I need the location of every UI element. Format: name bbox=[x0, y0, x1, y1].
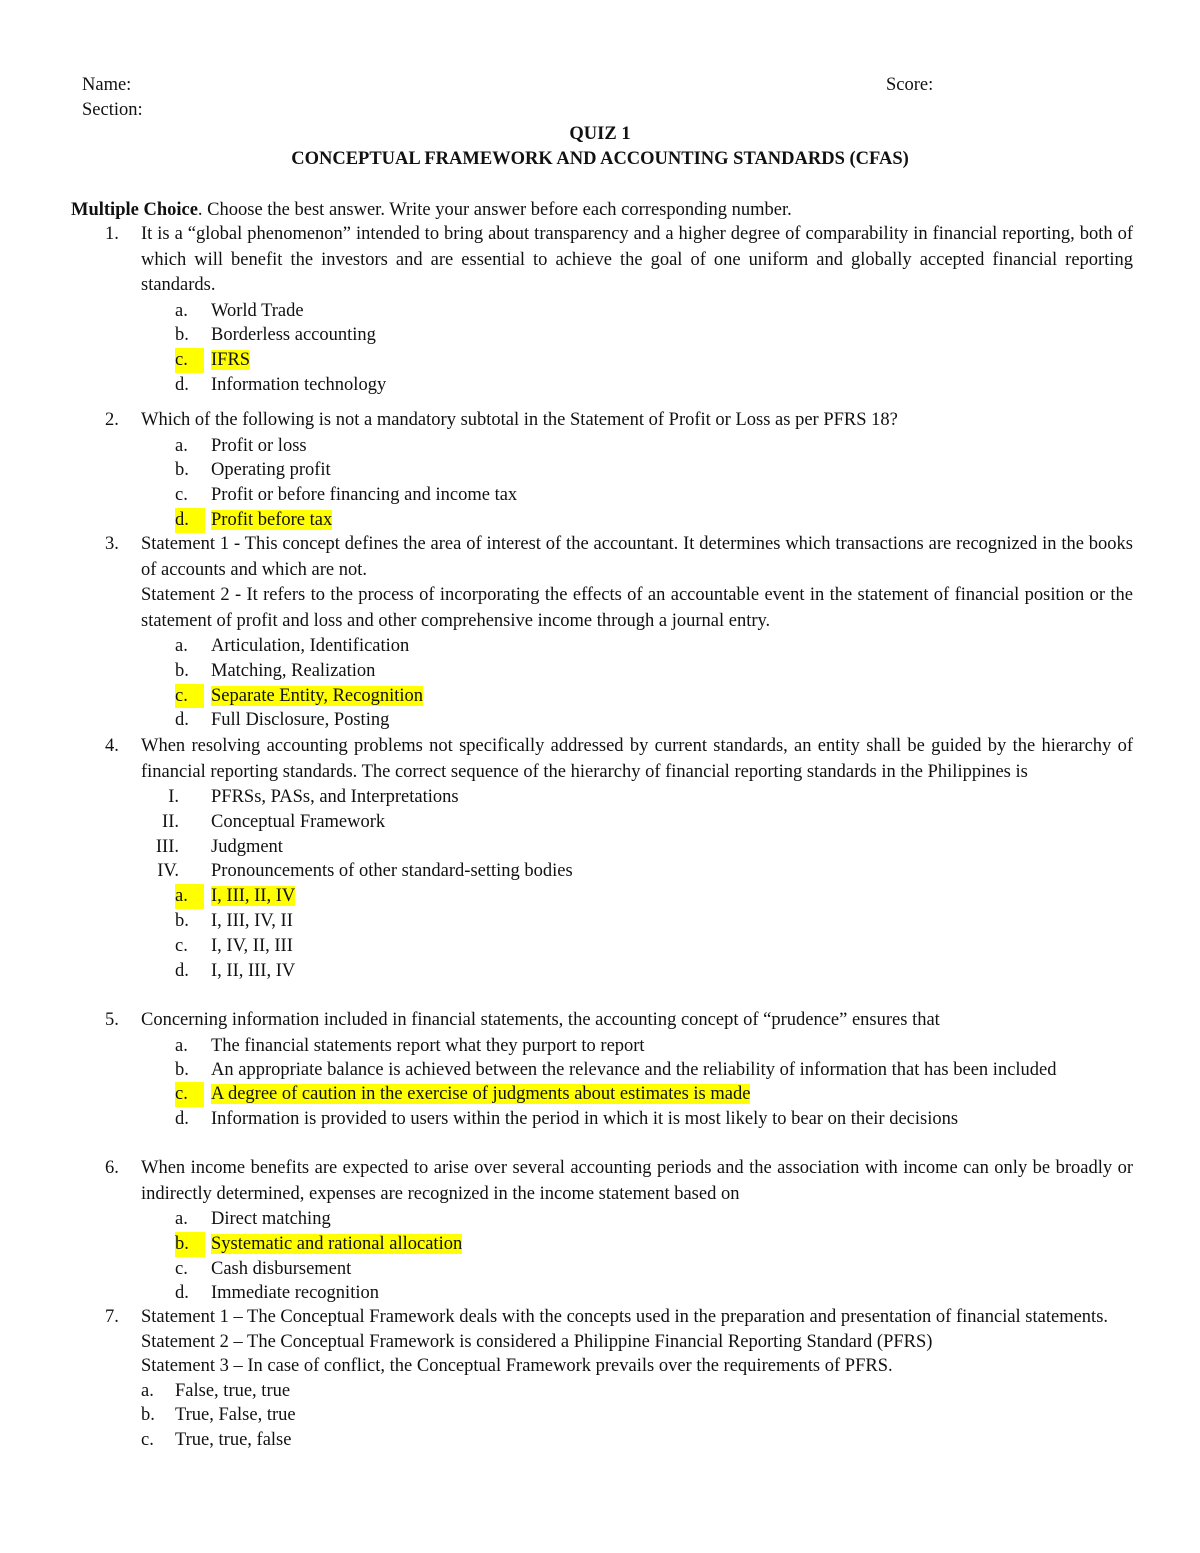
roman-item-ii bbox=[105, 810, 1133, 835]
option-letter: c. bbox=[175, 935, 188, 956]
question-7 bbox=[105, 1305, 1133, 1453]
roman-text: Pronouncements of other standard-setting bodies bbox=[211, 861, 573, 882]
option-letter: b. bbox=[175, 1232, 205, 1257]
roman-numeral: I. bbox=[168, 787, 179, 807]
option-letter: d. bbox=[175, 1109, 189, 1130]
question-text-statement-3: Statement 3 – In case of conflict, the Conceptual Framework prevails over the requirements of PFRS. bbox=[141, 1356, 893, 1376]
roman-text: Conceptual Framework bbox=[211, 811, 386, 832]
option-text: Borderless accounting bbox=[211, 325, 376, 346]
option-letter: b. bbox=[175, 660, 189, 681]
option-letter: b. bbox=[175, 1060, 189, 1081]
question-text: Which of the following is not a mandatory subtotal in the Statement of Profit or Loss as per PFRS 18? bbox=[141, 410, 898, 430]
quiz-title: QUIZ 1 bbox=[569, 124, 631, 144]
option-text: An appropriate balance is achieved between the relevance and the reliability of information that has been included bbox=[211, 1060, 1057, 1081]
option-text: Articulation, Identification bbox=[211, 636, 410, 656]
question-2 bbox=[105, 408, 1133, 533]
option-text-highlighted: Separate Entity, Recognition bbox=[211, 685, 424, 706]
question-3 bbox=[105, 532, 1133, 733]
option-b bbox=[105, 909, 1133, 934]
option-d bbox=[105, 708, 1133, 733]
option-letter: c. bbox=[175, 348, 204, 373]
option-text-highlighted: I, III, II, IV bbox=[211, 886, 296, 907]
option-text: I, II, III, IV bbox=[211, 960, 296, 981]
option-b bbox=[105, 458, 1133, 483]
option-text: Matching, Realization bbox=[211, 660, 376, 681]
option-letter: b. bbox=[175, 460, 189, 481]
quiz-subtitle: CONCEPTUAL FRAMEWORK AND ACCOUNTING STANDARDS (CFAS) bbox=[291, 149, 909, 169]
option-letter: b. bbox=[141, 1405, 155, 1426]
option-b-answer bbox=[105, 1232, 1133, 1257]
instructions bbox=[71, 198, 792, 222]
option-b bbox=[105, 1403, 1133, 1428]
option-text-highlighted: IFRS bbox=[211, 350, 251, 371]
question-number: 6. bbox=[105, 1158, 119, 1178]
option-d-answer bbox=[105, 508, 1133, 533]
option-letter: c. bbox=[175, 684, 204, 709]
option-d bbox=[105, 959, 1133, 984]
question-number: 5. bbox=[105, 1010, 119, 1030]
question-text-statement-2: Statement 2 – The Conceptual Framework is considered a Philippine Financial Reporting Standard (PFRS) bbox=[141, 1331, 933, 1352]
option-text: True, true, false bbox=[175, 1430, 292, 1451]
roman-numeral: II. bbox=[162, 811, 179, 832]
option-letter: a. bbox=[175, 884, 204, 909]
option-letter: d. bbox=[175, 960, 189, 981]
question-5 bbox=[105, 1008, 1133, 1132]
option-c-answer bbox=[105, 684, 1133, 709]
option-letter: a. bbox=[175, 1035, 188, 1056]
option-letter: a. bbox=[175, 636, 188, 656]
option-letter: a. bbox=[175, 435, 188, 456]
option-c bbox=[105, 483, 1133, 508]
option-letter: c. bbox=[175, 485, 188, 506]
roman-text: Judgment bbox=[211, 836, 283, 857]
roman-numeral: III. bbox=[155, 836, 179, 857]
option-text: Cash disbursement bbox=[211, 1258, 352, 1279]
option-text: Information is provided to users within the period in which it is most likely to bear on their decisions bbox=[211, 1109, 959, 1130]
instructions-text: . Choose the best answer. Write your answer before each corresponding number. bbox=[197, 200, 792, 220]
question-text: When resolving accounting problems not specifically addressed by current standards, an entity shall be guided by the hierarchy of financial reporting standards. The correct sequence of the hierarchy of financial reporting standards in the Philippines is bbox=[141, 736, 1133, 782]
option-a bbox=[105, 299, 1133, 324]
question-text: Statement 1 – The Conceptual Framework deals with the concepts used in the preparation and presentation of financial statements. bbox=[141, 1307, 1109, 1327]
question-text: It is a “global phenomenon” intended to bring about transparency and a higher degree of comparability in financial reporting, both of which will benefit the investors and are essential to achieve the goal of one uniform and globally accepted financial reporting standards. bbox=[141, 224, 1133, 295]
option-b bbox=[105, 323, 1133, 348]
option-letter: d. bbox=[175, 710, 189, 731]
option-letter: d. bbox=[175, 508, 205, 533]
option-a bbox=[105, 1207, 1133, 1232]
option-text: Profit or loss bbox=[211, 435, 307, 456]
roman-item-i bbox=[105, 785, 1133, 810]
option-text-highlighted: Systematic and rational allocation bbox=[211, 1233, 463, 1254]
option-letter: a. bbox=[175, 300, 188, 321]
option-text: True, False, true bbox=[175, 1405, 296, 1426]
option-text: Information technology bbox=[211, 374, 387, 395]
roman-text: PFRSs, PASs, and Interpretations bbox=[211, 787, 459, 807]
option-a bbox=[105, 1034, 1133, 1059]
option-text: Operating profit bbox=[211, 460, 331, 481]
question-6 bbox=[105, 1156, 1133, 1306]
instructions-heading: Multiple Choice bbox=[71, 200, 198, 220]
roman-numeral: IV. bbox=[157, 861, 179, 882]
option-c bbox=[105, 934, 1133, 959]
option-letter: d. bbox=[175, 1283, 189, 1304]
question-number: 1. bbox=[105, 224, 119, 244]
option-letter: b. bbox=[175, 910, 189, 931]
option-letter: d. bbox=[175, 374, 189, 395]
roman-item-iv bbox=[105, 859, 1133, 884]
question-1 bbox=[105, 222, 1133, 398]
option-text: World Trade bbox=[211, 300, 304, 321]
option-text: Direct matching bbox=[211, 1209, 331, 1229]
option-a-answer bbox=[105, 884, 1133, 909]
option-c bbox=[105, 1257, 1133, 1282]
name-label: Name: bbox=[82, 75, 132, 95]
option-letter: c. bbox=[175, 1082, 204, 1107]
option-a bbox=[105, 634, 1133, 659]
option-text: I, III, IV, II bbox=[211, 910, 293, 931]
question-text: Concerning information included in financial statements, the accounting concept of “prudence” ensures that bbox=[141, 1010, 940, 1030]
question-text-statement-2: Statement 2 - It refers to the process of incorporating the effects of an accountable event in the statement of financial position or the statement of profit and loss and other comprehensive income through a journal entry. bbox=[141, 585, 1133, 631]
option-text: Immediate recognition bbox=[211, 1283, 379, 1304]
question-number: 4. bbox=[105, 736, 119, 756]
option-text-highlighted: A degree of caution in the exercise of judgments about estimates is made bbox=[211, 1084, 751, 1105]
option-d bbox=[105, 373, 1133, 398]
option-text-highlighted: Profit before tax bbox=[211, 509, 333, 530]
question-text: When income benefits are expected to arise over several accounting periods and the association with income can only be broadly or indirectly determined, expenses are recognized in the income statement based on bbox=[141, 1158, 1133, 1204]
option-letter: a. bbox=[175, 1209, 188, 1229]
option-b bbox=[105, 1058, 1133, 1082]
option-b bbox=[105, 659, 1133, 684]
section-label: Section: bbox=[82, 100, 143, 120]
question-number: 7. bbox=[105, 1307, 119, 1327]
option-a bbox=[105, 1379, 1133, 1404]
option-text: Profit or before financing and income tax bbox=[211, 485, 518, 506]
question-text: Statement 1 - This concept defines the area of interest of the accountant. It determines which transactions are recognized in the books of accounts and which are not. bbox=[141, 534, 1133, 580]
option-letter: b. bbox=[175, 325, 189, 346]
option-d bbox=[105, 1107, 1133, 1132]
question-4 bbox=[105, 734, 1133, 983]
option-a bbox=[105, 434, 1133, 459]
question-number: 3. bbox=[105, 534, 119, 554]
question-number: 2. bbox=[105, 410, 119, 430]
option-text: The financial statements report what they purport to report bbox=[211, 1035, 645, 1056]
option-letter: a. bbox=[141, 1380, 154, 1401]
option-letter: c. bbox=[141, 1430, 154, 1451]
option-text: False, true, true bbox=[175, 1380, 291, 1401]
option-c-answer bbox=[105, 1082, 1133, 1107]
option-text: Full Disclosure, Posting bbox=[211, 710, 390, 731]
option-c bbox=[105, 1428, 1133, 1453]
roman-item-iii bbox=[105, 835, 1133, 860]
option-text: I, IV, II, III bbox=[211, 935, 293, 956]
option-d bbox=[105, 1281, 1133, 1306]
option-letter: c. bbox=[175, 1258, 188, 1279]
option-c-answer bbox=[105, 348, 1133, 373]
score-label: Score: bbox=[886, 75, 934, 95]
